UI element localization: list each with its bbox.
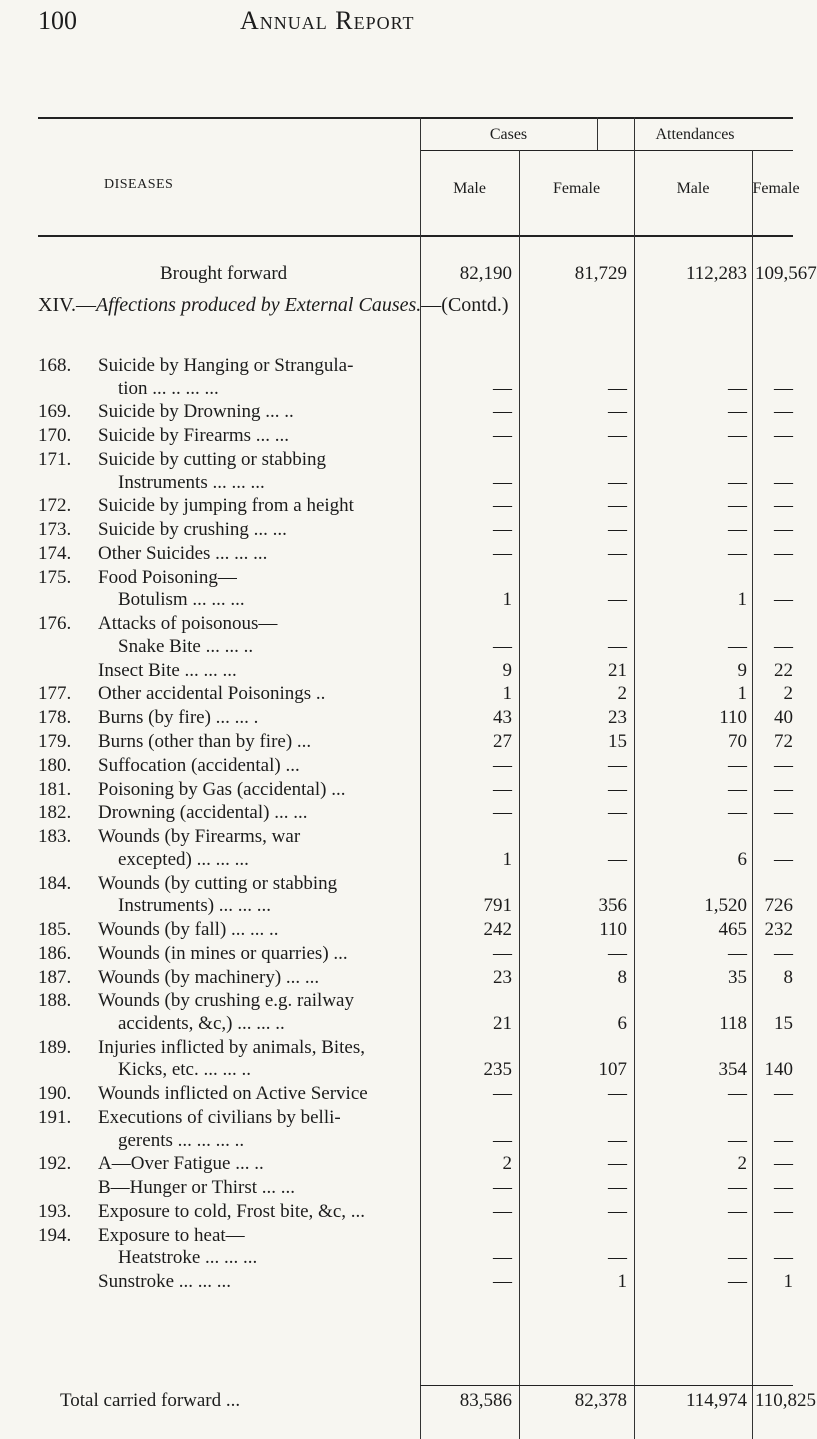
row-label: Suicide by Drowning ... .. xyxy=(98,401,294,423)
att-male-value: 118 xyxy=(719,1012,747,1034)
row-label: Food Poisoning— xyxy=(98,566,237,588)
row-number: 173. xyxy=(38,519,72,541)
row-number: 175. xyxy=(38,566,72,588)
row-label: Attacks of poisonous— xyxy=(98,613,278,635)
cases-male-value: — xyxy=(493,942,512,964)
cases-male-value: 21 xyxy=(493,1012,512,1034)
cases-male-header: Male xyxy=(453,180,486,197)
att-female-value: — xyxy=(774,848,793,870)
cases-female-value: 23 xyxy=(608,707,627,729)
row-label: Wounds (by crushing e.g. railway xyxy=(98,990,354,1012)
header-bottom-rule xyxy=(38,235,793,237)
att-male-value: — xyxy=(728,778,747,800)
cases-male-value: — xyxy=(493,471,512,493)
total-label: Total carried forward ... xyxy=(60,1390,241,1411)
cases-male-value: — xyxy=(493,1083,512,1105)
row-label: gerents ... ... ... .. xyxy=(118,1129,245,1151)
att-female-value: — xyxy=(774,543,793,564)
cases-female-value: — xyxy=(608,589,627,611)
cases-female-value: 21 xyxy=(608,659,627,681)
row-number: 188. xyxy=(38,990,72,1012)
att-female-value: 72 xyxy=(774,731,793,752)
cases-female-value: — xyxy=(608,635,627,657)
row-number: 177. xyxy=(38,683,72,705)
row-label: Instruments ... ... ... xyxy=(118,471,265,493)
row-label: Drowning (accidental) ... ... xyxy=(98,802,308,824)
cases-male-value: 1 xyxy=(502,683,512,705)
row-number: 193. xyxy=(38,1201,72,1222)
total-att-female: 110,825 xyxy=(755,1390,817,1411)
att-female-value: — xyxy=(774,635,793,657)
att-female-value: 140 xyxy=(764,1059,793,1081)
att-female-value: — xyxy=(774,401,793,423)
cases-female-value: — xyxy=(608,1247,627,1269)
att-female-header: Female xyxy=(752,180,800,197)
bf-att-female: 109,567 xyxy=(755,263,817,284)
row-label: Suicide by jumping from a height xyxy=(98,495,354,517)
row-label: Executions of civilians by belli- xyxy=(98,1107,341,1128)
cases-female-value: — xyxy=(608,802,627,824)
att-female-value: — xyxy=(774,1177,793,1199)
cases-male-value: 2 xyxy=(502,1153,512,1175)
cases-female-value: — xyxy=(608,1201,627,1222)
cases-female-value: 8 xyxy=(617,966,627,988)
total-cases-male: 83,586 xyxy=(459,1390,512,1411)
cases-female-value: — xyxy=(608,377,627,399)
cases-header: Cases xyxy=(489,126,528,143)
row-number: 190. xyxy=(38,1083,72,1105)
att-male-value: 35 xyxy=(728,966,747,988)
cases-male-value: 27 xyxy=(493,731,512,752)
row-label: Exposure to cold, Frost bite, &c, ... xyxy=(98,1201,366,1222)
total-rule xyxy=(420,1385,793,1386)
row-label: Suicide by Firearms ... ... xyxy=(98,425,290,447)
att-male-value: — xyxy=(728,495,747,517)
att-male-value: — xyxy=(728,543,747,564)
cases-male-value: — xyxy=(493,778,512,800)
att-male-value: — xyxy=(728,942,747,964)
total-cases-female: 82,378 xyxy=(574,1390,627,1411)
att-male-value: 70 xyxy=(728,731,747,752)
cases-male-value: — xyxy=(493,1129,512,1151)
row-label: Exposure to heat— xyxy=(98,1224,245,1246)
row-number: 189. xyxy=(38,1036,72,1058)
cases-male-value: 23 xyxy=(493,966,512,988)
att-female-value: 1 xyxy=(783,1271,793,1293)
att-male-value: 1 xyxy=(737,683,747,705)
row-number: 181. xyxy=(38,778,72,800)
row-label: Suffocation (accidental) ... xyxy=(98,754,300,776)
cases-female-value: — xyxy=(608,754,627,776)
cases-male-value: 235 xyxy=(483,1059,512,1081)
att-female-value: 8 xyxy=(783,966,793,988)
att-male-value: — xyxy=(728,1177,747,1199)
att-male-value: — xyxy=(728,1083,747,1105)
att-male-value: — xyxy=(728,1201,747,1222)
att-male-value: 465 xyxy=(718,919,747,940)
row-label: Other Suicides ... ... ... xyxy=(98,543,268,564)
cases-female-value: — xyxy=(608,401,627,423)
att-male-value: 9 xyxy=(737,659,747,681)
cases-male-value: — xyxy=(493,1201,512,1222)
cases-male-value: — xyxy=(493,635,512,657)
att-male-value: — xyxy=(728,425,747,447)
cases-female-value: — xyxy=(608,1129,627,1151)
cases-male-value: — xyxy=(493,519,512,541)
att-female-value: — xyxy=(774,802,793,824)
row-label: Suicide by cutting or stabbing xyxy=(98,449,326,470)
cases-female-value: — xyxy=(608,471,627,493)
row-label: B—Hunger or Thirst ... ... xyxy=(98,1177,296,1199)
cases-female-value: 15 xyxy=(608,731,627,752)
cases-female-value: — xyxy=(608,543,627,564)
page-number: 100 xyxy=(38,6,77,35)
cases-male-value: 43 xyxy=(493,707,512,729)
cases-male-value: 9 xyxy=(502,659,512,681)
att-female-value: — xyxy=(774,377,793,399)
att-female-value: — xyxy=(774,1083,793,1105)
cases-male-value: — xyxy=(493,425,512,447)
row-label: Wounds (by fall) ... ... .. xyxy=(98,919,279,940)
att-male-value: — xyxy=(728,519,747,541)
row-number: 179. xyxy=(38,731,72,752)
att-male-value: — xyxy=(728,1247,747,1269)
cases-female-value: 6 xyxy=(617,1012,627,1034)
att-female-value: 232 xyxy=(764,919,793,940)
report-title: Annual Report xyxy=(240,6,415,35)
att-female-value: — xyxy=(774,495,793,517)
brought-forward-label: Brought forward xyxy=(160,263,288,284)
row-number: 191. xyxy=(38,1107,72,1128)
row-label: Other accidental Poisonings .. xyxy=(98,683,326,705)
row-number: 186. xyxy=(38,942,72,964)
row-label: Snake Bite ... ... .. xyxy=(118,635,254,657)
cases-male-value: — xyxy=(493,543,512,564)
row-label: Wounds (by machinery) ... ... xyxy=(98,966,320,988)
bf-cases-male: 82,190 xyxy=(459,263,512,284)
cases-female-value: — xyxy=(608,1083,627,1105)
col-divider-3 xyxy=(752,150,753,1439)
top-rule xyxy=(38,117,793,119)
row-number: 169. xyxy=(38,401,72,423)
row-number: 187. xyxy=(38,966,72,988)
att-male-value: 110 xyxy=(719,707,747,729)
cases-female-value: — xyxy=(608,425,627,447)
row-number: 172. xyxy=(38,495,72,517)
cases-male-value: 791 xyxy=(483,895,512,917)
att-male-value: 1 xyxy=(737,589,747,611)
cases-male-value: — xyxy=(493,495,512,517)
cases-female-value: 2 xyxy=(617,683,627,705)
cases-female-value: — xyxy=(608,495,627,517)
cases-male-value: 242 xyxy=(483,919,512,940)
section-heading xyxy=(38,294,509,317)
cases-female-value: — xyxy=(608,1177,627,1199)
cases-female-header: Female xyxy=(552,180,601,197)
cases-female-value: 110 xyxy=(599,919,627,940)
att-female-value: — xyxy=(774,425,793,447)
attendances-header: Attendances xyxy=(655,126,735,143)
section-suffix: —(Contd.) xyxy=(421,294,509,316)
att-female-value: — xyxy=(774,1201,793,1222)
att-female-value: — xyxy=(774,1247,793,1269)
cases-male-value: 1 xyxy=(502,589,512,611)
att-female-value: 726 xyxy=(764,895,793,917)
row-label: Wounds (by cutting or stabbing xyxy=(98,872,338,894)
row-number: 174. xyxy=(38,543,72,564)
row-label: Injuries inflicted by animals, Bites, xyxy=(98,1036,366,1058)
cases-male-value: — xyxy=(493,377,512,399)
att-male-value: — xyxy=(728,377,747,399)
row-number: 185. xyxy=(38,919,72,940)
row-label: Kicks, etc. ... ... .. xyxy=(118,1059,251,1081)
row-label: Burns (other than by fire) ... xyxy=(98,731,312,752)
row-number: 171. xyxy=(38,449,72,470)
row-label: Botulism ... ... ... xyxy=(118,589,245,611)
cases-female-value: 1 xyxy=(617,1271,627,1293)
att-female-value: 2 xyxy=(783,683,793,705)
cases-female-value: — xyxy=(608,848,627,870)
row-label: Suicide by Hanging or Strangula- xyxy=(98,355,354,376)
att-male-value: — xyxy=(728,635,747,657)
row-number: 184. xyxy=(38,872,72,894)
att-female-value: — xyxy=(774,1129,793,1151)
row-label: Wounds inflicted on Active Service xyxy=(98,1083,368,1105)
cases-male-value: — xyxy=(493,802,512,824)
att-male-value: 6 xyxy=(737,848,747,870)
att-female-value: 15 xyxy=(774,1012,793,1034)
att-female-value: — xyxy=(774,942,793,964)
cases-female-value: — xyxy=(608,519,627,541)
row-number: 170. xyxy=(38,425,72,447)
row-label: Burns (by fire) ... ... . xyxy=(98,707,259,729)
att-male-value: — xyxy=(728,401,747,423)
att-male-value: 354 xyxy=(718,1059,747,1081)
att-male-value: — xyxy=(728,1271,747,1293)
att-female-value: — xyxy=(774,778,793,800)
total-att-male: 114,974 xyxy=(685,1390,747,1411)
att-female-value: — xyxy=(774,589,793,611)
cases-male-value: — xyxy=(493,1271,512,1293)
row-label: Sunstroke ... ... ... xyxy=(98,1271,231,1293)
section-prefix: XIV.— xyxy=(38,294,96,316)
row-label: excepted) ... ... ... xyxy=(118,848,249,870)
row-label: Heatstroke ... ... ... xyxy=(118,1247,258,1269)
row-number: 194. xyxy=(38,1224,72,1246)
row-number: 180. xyxy=(38,754,72,776)
section-title: Affections produced by External Causes. xyxy=(95,294,422,316)
cases-female-value: 107 xyxy=(598,1059,627,1081)
row-number: 178. xyxy=(38,707,72,729)
cases-female-value: 356 xyxy=(598,895,627,917)
att-male-value: 2 xyxy=(737,1153,747,1175)
att-female-value: 40 xyxy=(774,707,793,729)
row-label: Wounds (in mines or quarries) ... xyxy=(98,942,348,964)
header-sub-rule xyxy=(420,150,793,151)
row-number: 182. xyxy=(38,802,72,824)
bf-cases-female: 81,729 xyxy=(574,263,627,284)
row-label: Wounds (by Firearms, war xyxy=(98,826,301,848)
att-female-value: — xyxy=(774,1153,793,1175)
cases-male-value: — xyxy=(493,1177,512,1199)
att-male-value: — xyxy=(728,802,747,824)
row-label: Insect Bite ... ... ... xyxy=(98,659,237,681)
bf-att-male: 112,283 xyxy=(685,263,747,284)
row-label: A—Over Fatigue ... .. xyxy=(98,1153,264,1175)
att-male-value: 1,520 xyxy=(704,895,747,917)
row-label: Suicide by crushing ... ... xyxy=(98,519,287,541)
row-number: 168. xyxy=(38,355,72,376)
cases-male-value: — xyxy=(493,1247,512,1269)
row-number: 192. xyxy=(38,1153,72,1175)
cases-female-value: — xyxy=(608,942,627,964)
cases-female-value: — xyxy=(608,778,627,800)
row-label: Poisoning by Gas (accidental) ... xyxy=(98,778,346,800)
att-female-value: — xyxy=(774,471,793,493)
att-female-value: — xyxy=(774,519,793,541)
att-female-value: 22 xyxy=(774,659,793,681)
att-male-value: — xyxy=(728,471,747,493)
row-number: 183. xyxy=(38,826,72,848)
diseases-header: DISEASES xyxy=(104,177,174,192)
cases-male-value: — xyxy=(493,754,512,776)
cases-male-value: — xyxy=(493,401,512,423)
row-label: tion ... .. ... ... xyxy=(118,377,219,399)
row-number: 176. xyxy=(38,613,72,635)
att-female-value: — xyxy=(774,754,793,776)
att-male-value: — xyxy=(728,754,747,776)
cases-male-value: 1 xyxy=(502,848,512,870)
row-label: accidents, &c,) ... ... .. xyxy=(118,1012,285,1034)
row-label: Instruments) ... ... ... xyxy=(118,895,272,917)
att-male-header: Male xyxy=(676,180,710,197)
cases-female-value: — xyxy=(608,1153,627,1175)
att-male-value: — xyxy=(728,1129,747,1151)
